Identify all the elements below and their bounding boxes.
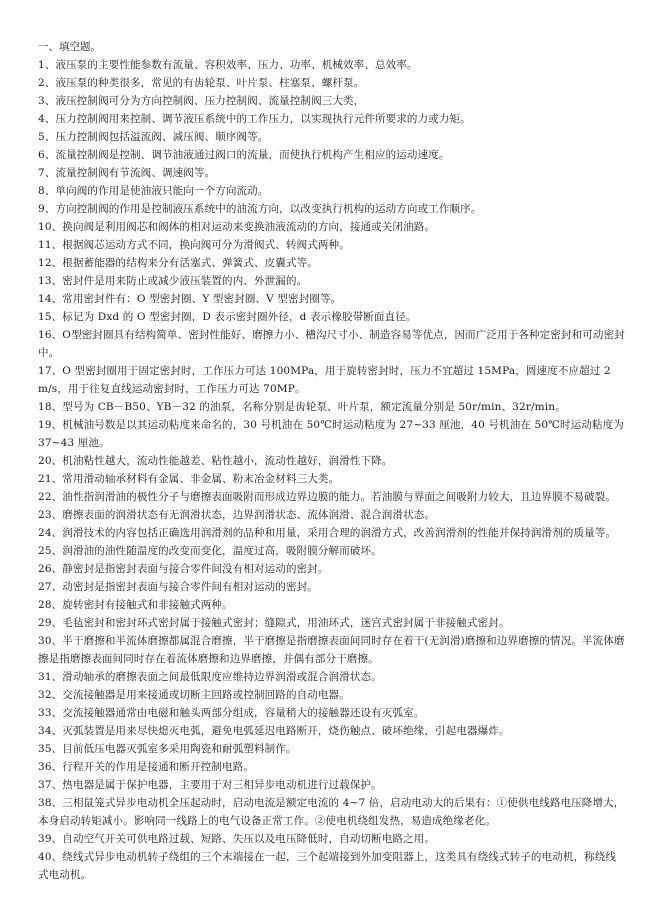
- list-item: 9、方向控制阀的作用是控制液压系统中的油流方向，以改变执行机构的运动方向或工作顺序。: [38, 203, 482, 215]
- list-item: 12、根据蓄能器的结构来分有活塞式、弹簧式、皮囊式等。: [38, 257, 318, 269]
- list-item: 7、流量控制阀有节流阀、调速阀等。: [38, 167, 216, 179]
- list-item: 33、交流接触器通常由电磁和触头两部分组成，容量稍大的接触器还设有灭弧室。: [38, 707, 425, 719]
- list-item: 27、动密封是指密封表面与接合零件间有相对运动的密封。: [38, 581, 318, 593]
- list-item: 4、压力控制阀用来控制、调节液压系统中的工作压力，以实现执行元件所要求的力或力矩。: [38, 113, 471, 125]
- list-item: 22、油性指润滑油的极性分子与磨擦表面吸附而形成边界边膜的能力。若油膜与界面之间吸附力较大，且边界膜不易破裂。: [38, 491, 617, 503]
- list-item: 16、O型密封圈具有结构简单、密封性能好、磨擦力小、槽沟尺寸小、制造容易等优点，因而广泛用于各种定密封和可动密封中。: [38, 329, 625, 359]
- list-item: 28、旋转密封有接触式和非接触式两种。: [38, 599, 233, 611]
- list-item: 13、密封件是用来防止或减少液压装置的内、外泄漏的。: [38, 275, 308, 287]
- list-item: 10、换向阀是利用阀芯和阀体的相对运动来变换油液流动的方向，接通或关闭油路。: [38, 221, 436, 233]
- list-item: 21、常用滑动轴承材料有金属、非金属、粉末冶金材料三大类。: [38, 473, 340, 485]
- list-item: 36、行程开关的作用是接通和断开控制电路。: [38, 761, 255, 773]
- section-heading: 一、填空题。: [38, 41, 101, 53]
- list-item: 23、磨擦表面的润滑状态有无润滑状态，边界润滑状态、流体润滑、混合润滑状态。: [38, 509, 436, 521]
- list-item: 14、常用密封件有：O 型密封圈、Y 型密封圈、V 型密封圈等。: [38, 293, 342, 305]
- list-item: 32、交流接触器是用来接通或切断主回路或控制回路的自动电器。: [38, 689, 350, 701]
- list-item: 26、静密封是指密封表面与接合零件间没有相对运动的密封。: [38, 563, 329, 575]
- list-item: 5、压力控制阀包括溢流阀、减压阀、顺序阀等。: [38, 131, 269, 143]
- list-item: 17、O 型密封圈用于固定密封时，工作压力可达 100MPa，用于旋转密封时，压力不宜超过 15MPa，圆速度不应超过 2 m/s，用于往复直线运动密封时，工作压力可达 70MP。: [38, 365, 611, 395]
- list-item: 11、根据阀芯运动方式不同，换向阀可分为滑阀式、转阀式两种。: [38, 239, 350, 251]
- list-item: 2、液压泵的种类很多，常见的有齿轮泵、叶片泵、柱塞泵、螺杆泵。: [38, 77, 365, 89]
- list-item: 24、润滑技术的内容包括正确选用润滑剂的品种和用量，采用合理的润滑方式，改善润滑剂的性能并保持润滑剂的质量等。: [38, 527, 617, 539]
- list-item: 6、流量控制阀是控制、调节油液通过阀口的流量，而使执行机构产生相应的运动速度。: [38, 149, 450, 161]
- list-item: 40、绕线式异步电动机转子绕组的三个末端接在一起，三个起端接到外加变阻器上，这类具有绕线式转子的电动机，称绕线式电动机。: [38, 851, 617, 881]
- list-item: 20、机油粘性越大，流动性能越差、粘性越小，流动性越好，润滑性下降。: [38, 455, 393, 467]
- list-item: 35、目前低压电器灭弧室多采用陶瓷和耐弧塑料制作。: [38, 743, 297, 755]
- list-item: 31、滑动轴承的磨擦表面之间最低限度应维持边界润滑或混合润滑状态。: [38, 671, 382, 683]
- list-item: 15、标记为 Dxd 的 O 型密封圈，D 表示密封圈外径，d 表示橡胶带断面直径。: [38, 311, 417, 323]
- fill-in-blank-list: [38, 56, 626, 884]
- list-item: 30、半干磨擦和半流体磨擦都属混合磨擦，半干磨擦是指磨擦表面间同时存在着干(无润滑)磨擦和边界磨擦的情况。半流体磨擦是指磨擦表面间同时存在着流体磨擦和边界磨擦，并偶有部分干磨擦。: [38, 635, 625, 665]
- list-item: 39、自动空气开关可供电路过载、短路、失压以及电压降低时，自动切断电路之用。: [38, 833, 436, 845]
- list-item: 18、型号为 CB－B50、YB－32 的油泵，名称分别是齿轮泵、叶片泵，额定流量分别是 50r/min、32r/min。: [38, 401, 566, 413]
- list-item: 29、毛毡密封和密封环式密封属于接触式密封；缝隙式，用油环式，迷宫式密封属于非接触式密封。: [38, 617, 510, 629]
- list-item: 34、灭弧装置是用来尽快熄灭电弧，避免电弧延迟电路断开，烧伤触点、破坏绝缘，引起电器爆炸。: [38, 725, 510, 737]
- list-item: 38、三相鼠笼式异步电动机全压起动时，启动电流是额定电流的 4~7 倍，启动电动大的后果有：①使供电线路电压降增大，本身启动转矩减小。影响同一线路上的电气设备正常工作。②使电机绕组发热，易造成绝缘老化。: [38, 797, 625, 827]
- list-item: 1、液压泵的主要性能参数有流量、容积效率、压力、功率、机械效率、总效率。: [38, 59, 418, 71]
- list-item: 3、液压控制阀可分为方向控制阀、压力控制阀、流量控制阀三大类，: [38, 95, 365, 107]
- list-item: 25、润滑油的油性随温度的改变而变化，温度过高，吸附膜分解而破坏。: [38, 545, 382, 557]
- list-item: 8、单向阀的作用是使油液只能向一个方向流动。: [38, 185, 269, 197]
- list-item: 19、机械油号数是以其运动粘度来命名的，30 号机油在 50℃时运动粘度为 27~33 厘池，40 号机油在 50℃时运动粘度为 37~43 厘池。: [38, 419, 624, 449]
- list-item: 37、热电器是属于保护电器，主要用于对三相异步电动机进行过载保护。: [38, 779, 382, 791]
